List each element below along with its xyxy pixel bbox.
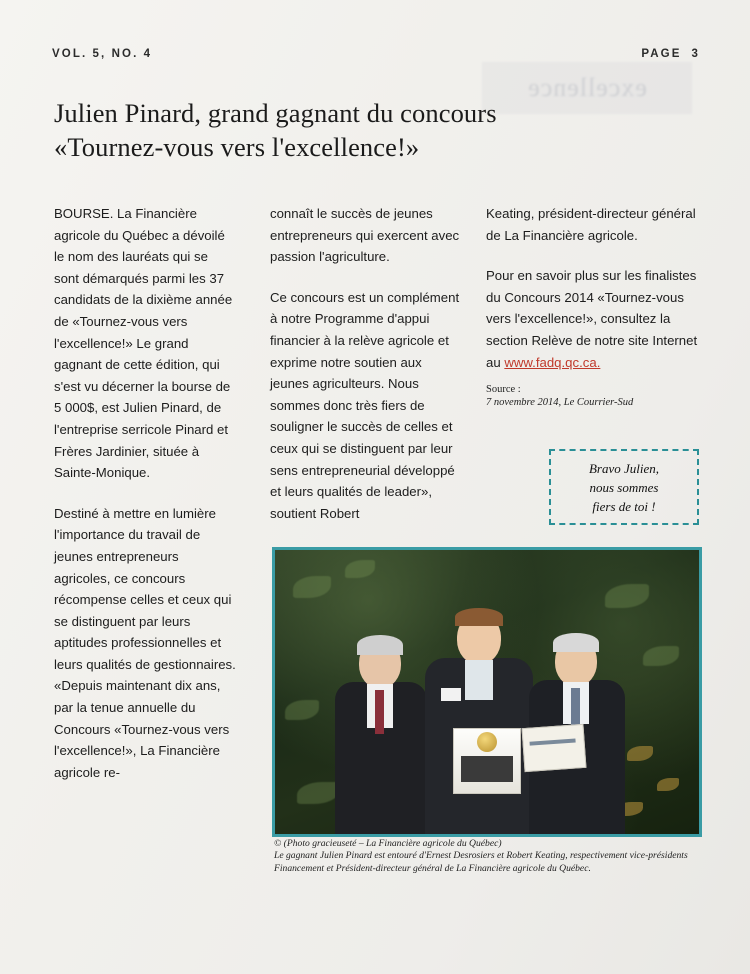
paragraph: Ce concours est un complément à notre Programme d'appui financier à la relève agricole et exprime notre soutien aux jeunes agriculteurs. Nous sommes donc très fiers de souligner le succès de celles et ceux qui se distinguent par leur sens entrepreneurial développé et leurs qualités de leader», soutient Robert — [270, 289, 460, 521]
photo-caption-text: Le gagnant Julien Pinard est entouré d'Ernest Desrosiers et Robert Keating, respectivement vice-présidents Financement et Président-directeur général de La Financière agricole du Québec. — [274, 850, 688, 874]
person-left — [333, 638, 429, 834]
photo-background — [275, 550, 699, 834]
pullquote-text — [589, 459, 659, 516]
bleed-through-text: excellence — [482, 62, 692, 114]
article-title-line1: Julien Pinard, grand gagnant du concours — [54, 98, 497, 128]
article-column-2 — [270, 203, 462, 543]
article-title-line2: «Tournez-vous vers l'excellence!» — [54, 132, 420, 162]
pullquote-line3: fiers de toi ! — [592, 498, 656, 514]
paragraph-with-link — [486, 265, 698, 373]
pullquote-box — [549, 449, 699, 525]
article-column-3 — [486, 203, 698, 409]
volume-label: VOL. 5, NO. 4 — [52, 48, 153, 60]
award-plaque — [453, 728, 521, 794]
source-label: Source : — [486, 384, 521, 396]
paragraph: BOURSE. La Financière agricole du Québec a dévoilé le nom des lauréats qui se sont démarqués parmi les 37 candidats de la dixième année de «Tournez-vous vers l'excellence!» Le grand gagnant de cette édition, qui s'est vu décerner la bourse de 5 000$, est Julien Pinard, de l'entreprise serricole Pinard et Frères Jardinier, située à Sainte-Monique. — [54, 206, 233, 481]
source-value: 7 novembre 2014, Le Courrier-Sud — [486, 397, 634, 409]
pullquote-line1: Bravo Julien, — [588, 460, 660, 476]
source-note — [486, 383, 698, 409]
article-title — [54, 96, 694, 164]
page-label: PAGE — [641, 48, 682, 60]
photo-caption — [274, 838, 696, 875]
page-number: 3 — [691, 48, 700, 60]
certificate — [522, 724, 587, 772]
photo-credit: © (Photo gracieuseté – La Financière agricole du Québec) — [274, 838, 502, 849]
paragraph: Destiné à mettre en lumière l'importance du travail de jeunes entrepreneurs agricoles, ce concours récompense celles et ceux qui se distinguent par leurs aptitudes professionnelles et leurs qualités de gestionnaires. «Depuis maintenant dix ans, par la tenue annuelle du Concours «Tournez-vous vers l'excellence!», La Financière agricole re- — [54, 505, 236, 780]
page-indicator — [641, 48, 700, 60]
paragraph-text: Pour en savoir plus sur les finalistes du Concours 2014 «Tournez-vous vers l'excellence!», consultez la section Relève de notre site Internet au — [486, 268, 698, 370]
article-column-1 — [54, 203, 236, 802]
paragraph: connaît le succès de jeunes entrepreneurs qui exercent avec passion l'agriculture. — [270, 206, 460, 265]
website-link[interactable]: www.fadq.qc.ca. — [504, 354, 601, 370]
paragraph: Keating, président-directeur général de La Financière agricole. — [486, 206, 696, 243]
page-header — [52, 48, 700, 68]
person-center — [425, 612, 533, 834]
pullquote-line2: nous sommes — [589, 479, 659, 495]
article-photo — [272, 547, 702, 837]
